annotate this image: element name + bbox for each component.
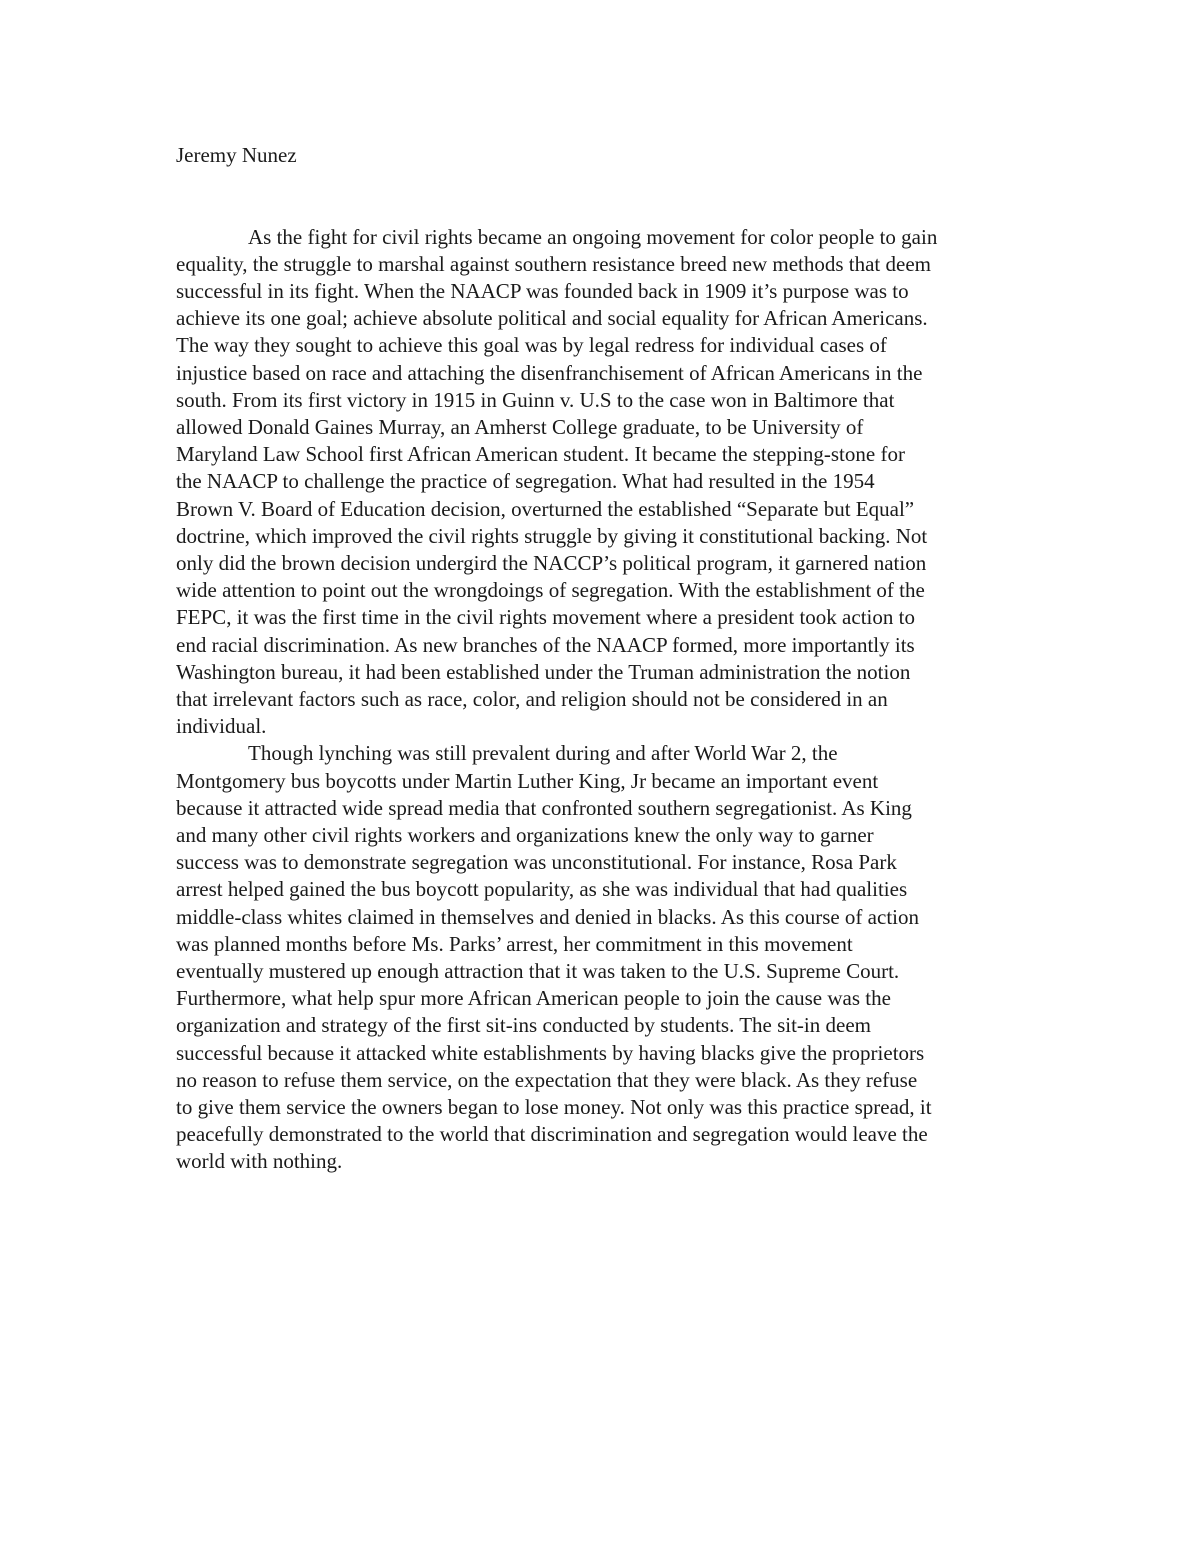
text-line: that irrelevant factors such as race, color, and religion should not be considered in an [176, 687, 888, 712]
text-line: was planned months before Ms. Parks’ arrest, her commitment in this movement [176, 931, 853, 956]
paragraph-2 [176, 740, 1036, 1175]
text-line: achieve its one goal; achieve absolute political and social equality for African Americans. [176, 306, 928, 331]
text-line: Brown V. Board of Education decision, overturned the established “Separate but Equal” [176, 496, 915, 521]
text-line: arrest helped gained the bus boycott popularity, as she was individual that had qualities [176, 877, 908, 902]
text-line: no reason to refuse them service, on the expectation that they were black. As they refuse [176, 1067, 918, 1092]
text-line: As the fight for civil rights became an ongoing movement for color people to gain [248, 224, 938, 249]
document-body [176, 142, 1036, 1176]
text-line: successful because it attacked white establishments by having blacks give the proprietors [176, 1040, 925, 1065]
text-line: peacefully demonstrated to the world that discrimination and segregation would leave the [176, 1122, 928, 1147]
text-line: Washington bureau, it had been established under the Truman administration the notion [176, 659, 911, 684]
text-line: successful in its fight. When the NAACP was founded back in 1909 it’s purpose was to [176, 278, 909, 303]
text-line: only did the brown decision undergird the NACCP’s political program, it garnered nation [176, 551, 927, 576]
text-line: the NAACP to challenge the practice of segregation. What had resulted in the 1954 [176, 469, 875, 494]
text-line: to give them service the owners began to lose money. Not only was this practice spread, it [176, 1095, 932, 1120]
text-line: Though lynching was still prevalent during and after World War 2, the [248, 741, 838, 766]
text-line: individual. [176, 714, 267, 739]
text-line: doctrine, which improved the civil rights struggle by giving it constitutional backing. Not [176, 523, 928, 548]
text-line: because it attracted wide spread media that confronted southern segregationist. As King [176, 795, 912, 820]
text-line: end racial discrimination. As new branches of the NAACP formed, more importantly its [176, 632, 915, 657]
text-line: world with nothing. [176, 1149, 343, 1174]
text-line: south. From its first victory in 1915 in Guinn v. U.S to the case won in Baltimore that [176, 387, 895, 412]
text-line: Furthermore, what help spur more African American people to join the cause was the [176, 986, 891, 1011]
text-line: and many other civil rights workers and organizations knew the only way to garner [176, 823, 874, 848]
text-line: FEPC, it was the first time in the civil rights movement where a president took action to [176, 605, 915, 630]
text-line: eventually mustered up enough attraction that it was taken to the U.S. Supreme Court. [176, 959, 900, 984]
text-line: Montgomery bus boycotts under Martin Luther King, Jr became an important event [176, 768, 879, 793]
text-line: success was to demonstrate segregation was unconstitutional. For instance, Rosa Park [176, 850, 897, 875]
author-name: Jeremy Nunez [176, 143, 297, 167]
text-line: Maryland Law School first African American student. It became the stepping-stone for [176, 442, 905, 467]
paragraph-1 [176, 224, 1036, 741]
text-line: equality, the struggle to marshal against southern resistance breed new methods that deem [176, 251, 931, 276]
text-line: allowed Donald Gaines Murray, an Amherst College graduate, to be University of [176, 415, 864, 439]
text-line: The way they sought to achieve this goal was by legal redress for individual cases of [176, 333, 887, 358]
text-line: wide attention to point out the wrongdoings of segregation. With the establishment of the [176, 578, 925, 603]
spacer [176, 169, 1036, 223]
text-line: injustice based on race and attaching the disenfranchisement of African Americans in the [176, 360, 923, 385]
text-line: organization and strategy of the first sit-ins conducted by students. The sit-in deem [176, 1013, 871, 1038]
text-line: middle-class whites claimed in themselves and denied in blacks. As this course of action [176, 904, 919, 929]
